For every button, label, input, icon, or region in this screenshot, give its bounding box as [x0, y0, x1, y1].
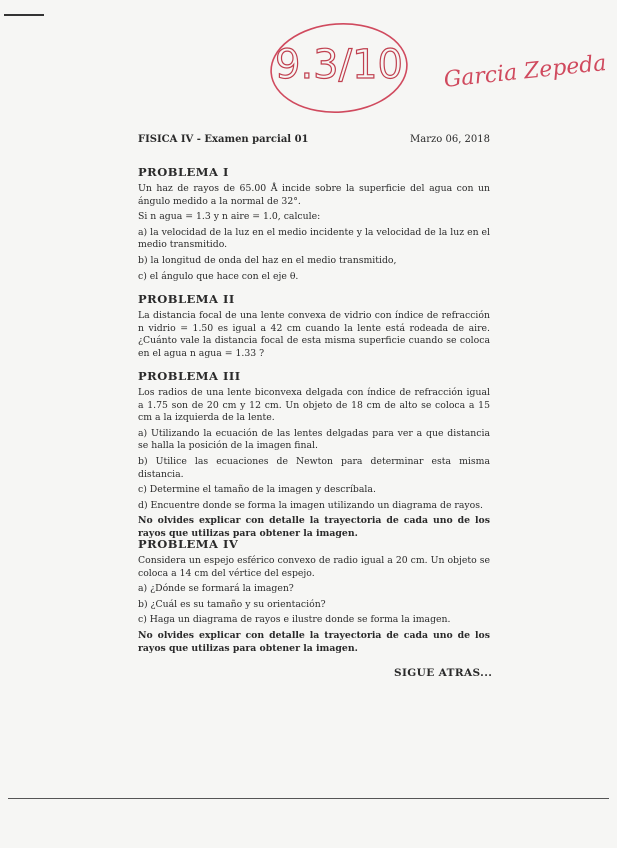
problem-text: d) Encuentre donde se forma la imagen utilizando un diagrama de rayos. [138, 499, 483, 511]
bottom-rule [8, 798, 609, 799]
top-rule [4, 14, 44, 16]
problem-text: Considera un espejo esférico convexo de radio igual a 20 cm. Un objeto se coloca a 14 cm del vértice del espejo. [138, 555, 490, 579]
problem-text: b) Utilice las ecuaciones de Newton para determinar esta misma distancia. [138, 455, 490, 480]
signature-text: Garcia Zepeda [442, 50, 608, 93]
problem-4 [138, 537, 490, 658]
problem-text: a) ¿Dónde se formará la imagen? [138, 583, 294, 595]
problem-3 [138, 369, 490, 544]
problem-text: c) Determine el tamaño de la imagen y descríbala. [138, 484, 376, 496]
continue-on-back-note: SIGUE ATRAS... [394, 667, 493, 679]
problem-1 [138, 165, 490, 286]
problem-title: PROBLEMA II [138, 292, 235, 306]
problem-title: PROBLEMA IV [138, 537, 239, 551]
problem-text: La distancia focal de una lente convexa de vidrio con índice de refracción n vidrio = 1.50 es igual a 42 cm cuando la lente está rodeada de aire. ¿Cuánto vale la distancia focal de esta misma superficie cuando se coloca en el agua n agua = 1.33 ? [138, 310, 490, 359]
exam-header [138, 134, 490, 148]
problem-2 [138, 292, 490, 363]
student-signature [440, 38, 608, 102]
problem-text: a) Utilizando la ecuación de las lentes delgadas para ver a que distancia se halla la posición de la imagen final. [138, 427, 490, 452]
exam-title: FISICA IV - Examen parcial 01 [138, 134, 309, 145]
score-stamp-text: 9.3/10 [275, 42, 403, 88]
problem-title: PROBLEMA III [138, 369, 241, 383]
problem-title: PROBLEMA I [138, 165, 229, 179]
problem-text: Si n agua = 1.3 y n aire = 1.0, calcule: [138, 211, 321, 223]
problem-text: c) el ángulo que hace con el eje θ. [138, 270, 299, 282]
problem-note: No olvides explicar con detalle la trayectoria de cada uno de los rayos que utilizas para obtener la imagen. [138, 515, 490, 539]
problem-text: c) Haga un diagrama de rayos e ilustre donde se forma la imagen. [138, 614, 451, 626]
problem-note: No olvides explicar con detalle la trayectoria de cada uno de los rayos que utilizas para obtener la imagen. [138, 629, 490, 654]
problem-text: Un haz de rayos de 65.00 Å incide sobre la superficie del agua con un ángulo medido a la normal de 32°. [138, 183, 490, 207]
problem-text: Los radios de una lente biconvexa delgada con índice de refracción igual a 1.75 son de 20 cm y 12 cm. Un objeto de 18 cm de alto se coloca a 15 cm a la izquierda de la lente. [138, 387, 490, 424]
problem-text: b) la longitud de onda del haz en el medio transmitido, [138, 254, 397, 266]
exam-date: Marzo 06, 2018 [410, 134, 490, 145]
problem-text: a) la velocidad de la luz en el medio incidente y la velocidad de la luz en el medio transmitido. [138, 226, 490, 251]
problem-text: b) ¿Cuál es su tamaño y su orientación? [138, 598, 326, 610]
score-stamp [268, 16, 410, 116]
